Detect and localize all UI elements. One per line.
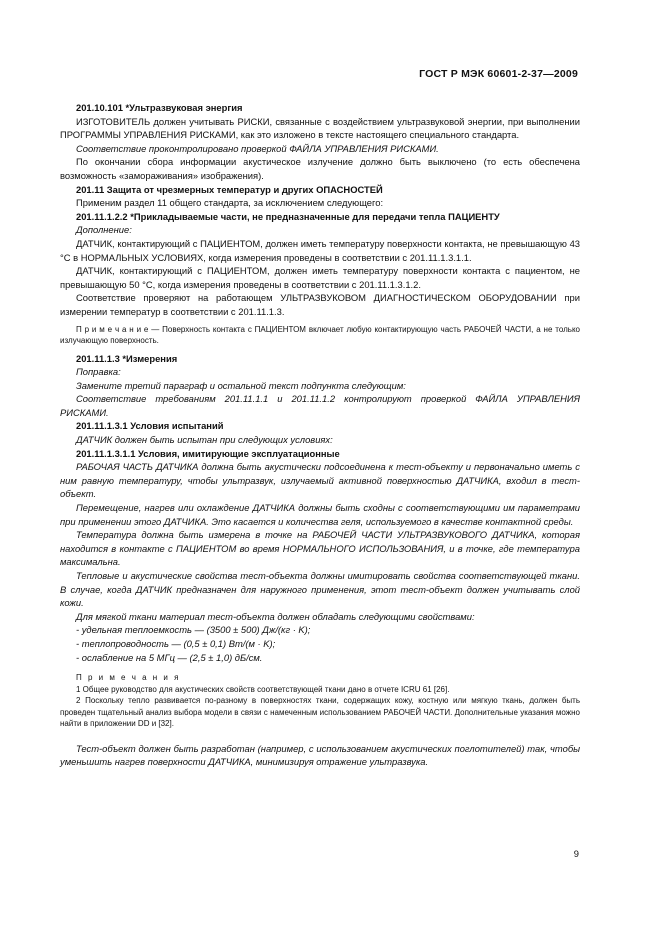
final-paragraph: Тест-объект должен быть разработан (например, с использованием акустических поглотителей) так, чтобы уменьшить нагрев поверхности ДАТЧИКА, минимизируя отражение ультразвука. [60, 742, 580, 768]
paragraph: По окончании сбора информации акустическое излучение должно быть выключено (то есть обеспечена возможность «замораживания» изображения). [60, 156, 580, 181]
paragraph: Замените третий параграф и остальной текст подпункта следующим: [76, 379, 406, 391]
paragraph: Дополнение: [76, 224, 132, 236]
properties-list [60, 623, 580, 664]
paragraph: Соответствие проконтролировано проверкой ФАЙЛА УПРАВЛЕНИЯ РИСКАМИ. [76, 142, 439, 154]
section-heading: 201.11.1.3.1 Условия испытаний [76, 420, 224, 432]
paragraph: Применим раздел 11 общего стандарта, за исключением следующего: [76, 197, 384, 209]
page-content [60, 96, 580, 769]
section-heading: 201.11.1.2.2 *Прикладываемые части, не предназначенные для передачи тепла ПАЦИЕНТУ [76, 210, 500, 222]
list-item: - удельная теплоемкость — (3500 ± 500) Дж/(кг · K); [76, 624, 311, 636]
paragraph: ДАТЧИК, контактирующий с ПАЦИЕНТОМ, должен иметь температуру поверхности контакта с пациентом, не превышающую 50 °С, когда измерения проведены в соответствии с 201.11.1.3.1.2. [60, 265, 580, 290]
list-item: - теплопроводность — (0,5 ± 0,1) Вт/(м · K); [76, 637, 276, 649]
notes-title: П р и м е ч а н и я [76, 673, 181, 683]
notes-section [60, 672, 580, 730]
section-heading: 201.11.1.3.1.1 Условия, имитирующие эксплуатационные [76, 447, 340, 459]
paragraph: Температура должна быть измерена в точке на РАБОЧЕЙ ЧАСТИ УЛЬТРАЗВУКОВОГО ДАТЧИКА, которая находится в контакте с ПАЦИЕНТОМ во время НОРМАЛЬНОГО ИСПОЛЬЗОВАНИЯ, и в точке, где температура максимальна. [60, 529, 580, 568]
paragraph: Тепловые и акустические свойства тест-объекта должны имитировать свойства соответствующей ткани. В случае, когда ДАТЧИК предназначен для наружного применения, этот тест-объект должен учитывать слой кожи. [60, 570, 580, 609]
note-item: 1 Общее руководство для акустических свойств соответствующей ткани дано в отчете ICRU 61 [26]. [76, 684, 450, 694]
paragraph: Поправка: [76, 366, 121, 378]
note-paragraph: П р и м е ч а н и е — Поверхность контакта с ПАЦИЕНТОМ включает любую контактирующую часть РАБОЧЕЙ ЧАСТИ, а не только излучающую поверхность. [60, 324, 580, 345]
note-item: 2 Поскольку тепло развивается по-разному в поверхностях ткани, содержащих кожу, костную или мягкую ткань, должен быть проведен тщательный анализ выбора модели в связи с намеченным использованием РАБОЧЕЙ ЧАСТИ. Дополнительные указания можно найти в приложении DD и [32]. [60, 696, 580, 729]
section-heading: 201.11.1.3 *Измерения [76, 352, 178, 364]
paragraph: ДАТЧИК должен быть испытан при следующих условиях: [76, 434, 333, 446]
text-blocks [60, 101, 580, 623]
section-heading: 201.10.101 *Ультразвуковая энергия [76, 102, 243, 113]
page-number: 9 [573, 848, 579, 859]
list-item: - ослабление на 5 МГц — (2,5 ± 1,0) дБ/см. [76, 651, 263, 663]
paragraph: Перемещение, нагрев или охлаждение ДАТЧИКА должны быть сходны с соответствующими им параметрами при применении этого ДАТЧИКА. Это касается и количества геля, используемого в качестве контактной среды. [60, 502, 580, 527]
paragraph: ДАТЧИК, контактирующий с ПАЦИЕНТОМ, должен иметь температуру поверхности контакта, не превышающую 43 °С в НОРМАЛЬНЫХ УСЛОВИЯХ, когда измерения проведены в соответствии с 201.11.1.3.1.1. [60, 237, 580, 263]
paragraph: Для мягкой ткани материал тест-объекта должен обладать следующими свойствами: [76, 610, 475, 622]
paragraph: ИЗГОТОВИТЕЛЬ должен учитывать РИСКИ, связанные с воздействием ультразвуковой энергии, при выполнении ПРОГРАММЫ УПРАВЛЕНИЯ РИСКАМИ, как это изложено в тексте настоящего специального стандарта. [60, 115, 580, 141]
section-heading: 201.11 Защита от чрезмерных температур и других ОПАСНОСТЕЙ [76, 183, 383, 195]
paragraph: Соответствие проверяют на работающем УЛЬТРАЗВУКОВОМ ДИАГНОСТИЧЕСКОМ ОБОРУДОВАНИИ при измерении температур в соответствии с 201.11.1.3. [60, 292, 580, 317]
paragraph: РАБОЧАЯ ЧАСТЬ ДАТЧИКА должна быть акустически подсоединена к тест-объекту и первоначально иметь с ним равную температуру, чтобы ультразвук, излучаемый активной поверхностью ДАТЧИКА, входил в тест-объект. [60, 461, 580, 500]
document-header: ГОСТ Р МЭК 60601-2-37—2009 [419, 68, 578, 80]
paragraph: Соответствие требованиям 201.11.1.1 и 201.11.1.2 контролируют проверкой ФАЙЛА УПРАВЛЕНИЯ РИСКАМИ. [60, 393, 580, 418]
